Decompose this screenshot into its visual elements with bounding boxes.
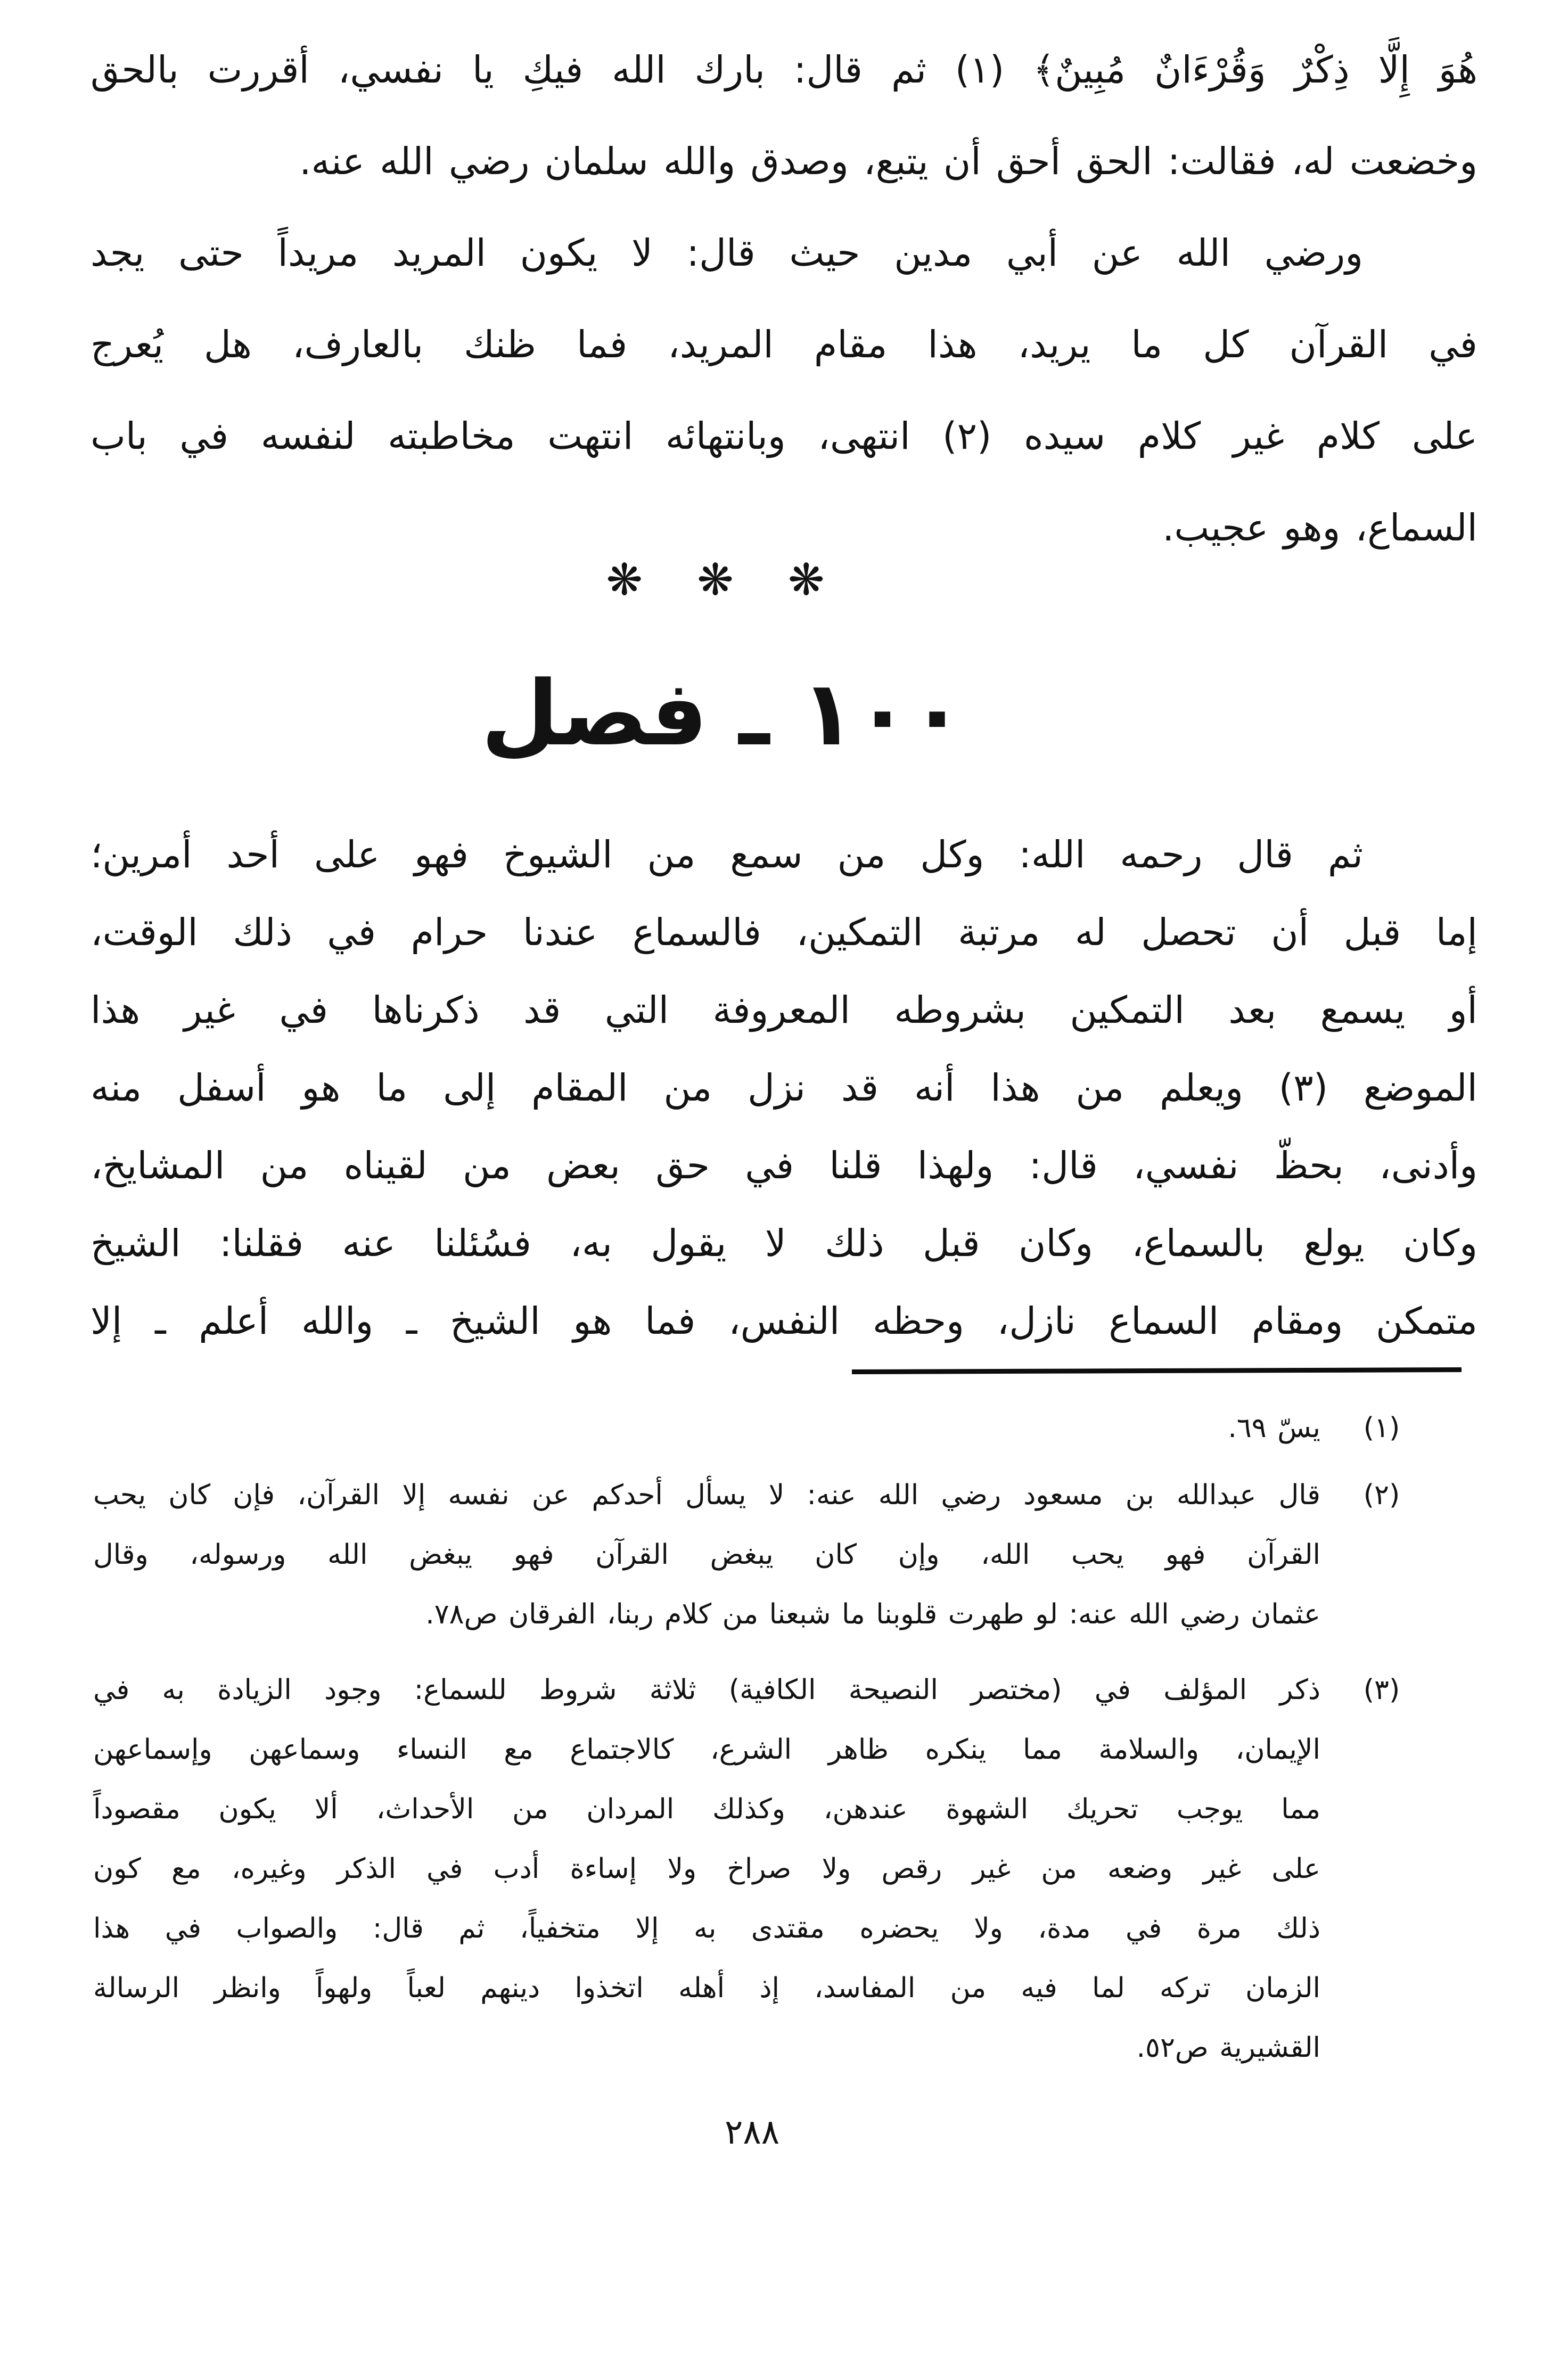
footnote-marker: (٣) xyxy=(1363,1674,1400,1706)
footnote-marker: (١) xyxy=(1363,1412,1400,1444)
footnote-line: مما يوجب تحريك الشهوة عندهن، وكذلك المردان من الأحداث، ألا يكون مقصوداً xyxy=(93,1793,1320,1825)
text-line: الموضع (٣) ويعلم من هذا أنه قد نزل من المقام إلى ما هو أسفل منه xyxy=(91,1066,1477,1110)
text-line: أو يسمع بعد التمكين بشروطه المعروفة التي قد ذكرناها في غير هذا xyxy=(91,988,1477,1032)
text-line: وأدنى، بحظّ نفسي، قال: ولهذا قلنا في حق بعض من لقيناه من المشايخ، xyxy=(91,1144,1477,1187)
text-line: إما قبل أن تحصل له مرتبة التمكين، فالسماع عندنا حرام في ذلك الوقت، xyxy=(91,910,1477,954)
text-line: في القرآن كل ما يريد، هذا مقام المريد، فما ظنك بالعارف، هل يُعرج xyxy=(91,323,1477,366)
text-line: متمكن ومقام السماع نازل، وحظه النفس، فما هو الشيخ ـ والله أعلم ـ إلا xyxy=(91,1299,1477,1343)
footnote xyxy=(93,1465,1400,1644)
page-number: ٢٨٨ xyxy=(724,2113,780,2152)
footnote xyxy=(93,1398,1400,1458)
text-line: هُوَ إِلَّا ذِكْرٌ وَقُرْءَانٌ مُبِينٌ﴾ (١) ثم قال: بارك الله فيكِ يا نفسي، أقررت بالحق xyxy=(91,48,1477,92)
main-text-top xyxy=(91,24,1477,573)
main-text-body xyxy=(91,816,1477,1360)
footnote-line: القشيرية ص٥٢. xyxy=(1136,2032,1320,2064)
footnote-line: على غير وضعه من غير رقص ولا صراخ ولا إساءة أدب في الذكر وغيره، مع كون xyxy=(93,1853,1320,1885)
footnote-line: قال عبدالله بن مسعود رضي الله عنه: لا يسأل أحدكم عن نفسه إلا القرآن، فإن كان يحب xyxy=(93,1479,1320,1511)
footnote-line: القرآن فهو يحب الله، وإن كان يبغض القرآن فهو يبغض الله ورسوله، وقال xyxy=(93,1539,1320,1571)
section-heading: ١٠٠ ـ فصل xyxy=(481,661,965,766)
text-line: وكان يولع بالسماع، وكان قبل ذلك لا يقول به، فسُئلنا عنه فقلنا: الشيخ xyxy=(91,1221,1477,1265)
footnote-line: الزمان تركه لما فيه من المفاسد، إذ أهله اتخذوا دينهم لعباً ولهواً وانظر الرسالة xyxy=(93,1972,1320,2004)
text-line: على كلام غير كلام سيده (٢) انتهى، وبانتهائه انتهت مخاطبته لنفسه في باب xyxy=(91,414,1478,458)
text-line: السماع، وهو عجيب. xyxy=(1162,506,1477,549)
footnote-line: عثمان رضي الله عنه: لو طهرت قلوبنا ما شبعنا من كلام ربنا، الفرقان ص٧٨. xyxy=(425,1598,1320,1630)
text-line: ورضي الله عن أبي مدين حيث قال: لا يكون المريد مريداً حتى يجد xyxy=(91,231,1363,275)
footnote-separator-rule xyxy=(852,1367,1462,1374)
footnote-marker: (٢) xyxy=(1363,1479,1400,1511)
footnote-line: ذلك مرة في مدة، ولا يحضره مقتدى به إلا متخفياً، ثم قال: والصواب في هذا xyxy=(93,1913,1320,1944)
footnote-line: ذكر المؤلف في (مختصر النصيحة الكافية) ثلاثة شروط للسماع: وجود الزيادة به في xyxy=(93,1674,1320,1706)
text-line: ثم قال رحمه الله: وكل من سمع من الشيوخ فهو على أحد أمرين؛ xyxy=(91,833,1363,876)
section-divider-ornament: ❋ ❋ ❋ xyxy=(606,555,845,605)
footnote-line: الإيمان، والسلامة مما ينكره ظاهر الشرع، كالاجتماع مع النساء وسماعهن وإسماعهن xyxy=(93,1734,1320,1766)
footnote-line: يسّ ٦٩. xyxy=(1228,1412,1320,1444)
text-line: وخضعت له، فقالت: الحق أحق أن يتبع، وصدق والله سلمان رضي الله عنه. xyxy=(299,140,1477,183)
footnote xyxy=(93,1660,1400,2078)
